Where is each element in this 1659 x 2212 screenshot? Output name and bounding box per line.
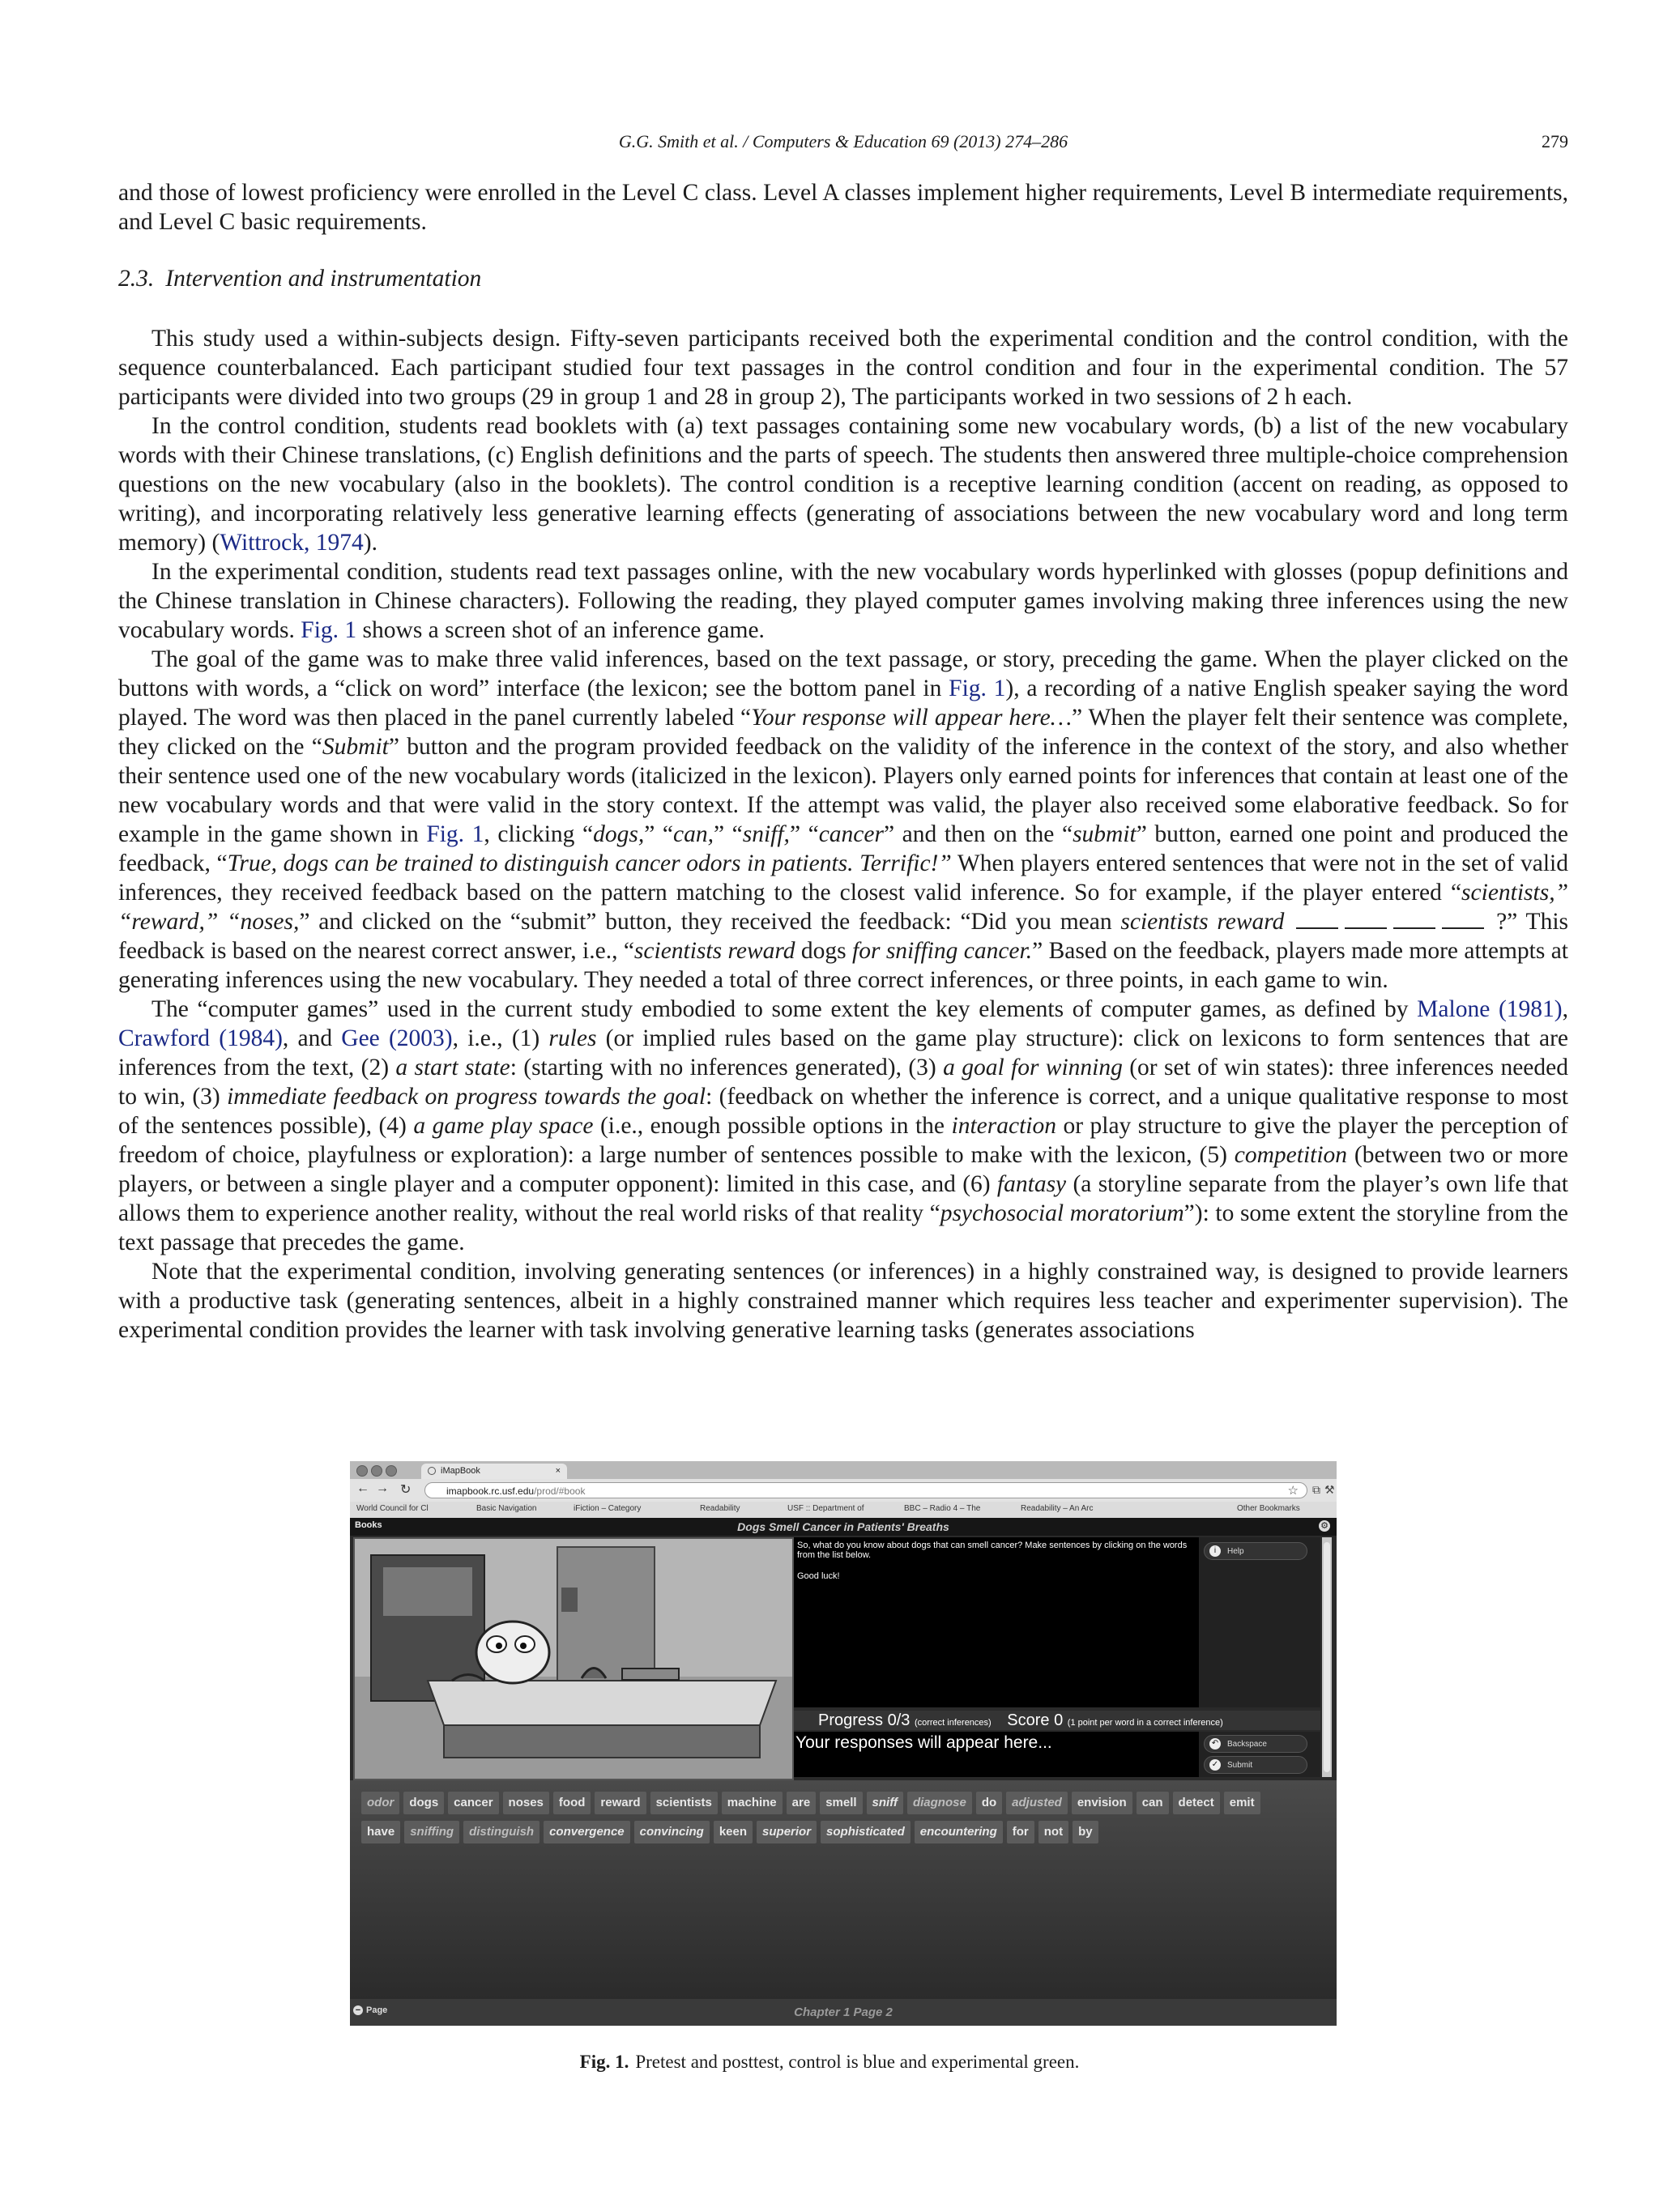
blank-line	[1442, 911, 1484, 929]
lexicon-panel	[350, 1780, 1337, 1999]
word-button[interactable]: sniff	[867, 1792, 903, 1814]
page-button[interactable]: − Page	[353, 2005, 387, 2015]
word-button[interactable]: cancer	[448, 1792, 498, 1814]
citation-link-malone[interactable]: Malone (1981)	[1417, 996, 1563, 1022]
word-button[interactable]: detect	[1173, 1792, 1220, 1814]
running-head	[118, 131, 1568, 156]
response-field[interactable]: Your responses will appear here...	[794, 1732, 1199, 1777]
word-button[interactable]: envision	[1072, 1792, 1132, 1814]
page-number: 279	[1542, 131, 1568, 151]
section-heading	[118, 264, 1568, 293]
figure-label: Fig. 1.	[579, 2052, 629, 2072]
blank-line	[1345, 911, 1387, 929]
forward-icon[interactable]: →	[376, 1481, 389, 1495]
bookmark[interactable]: BBC – Radio 4 – The	[904, 1504, 981, 1513]
side-panel	[1199, 1537, 1320, 1707]
citation-link-wittrock[interactable]: Wittrock, 1974	[220, 530, 364, 556]
submit-button[interactable]: ✓ Submit	[1204, 1756, 1307, 1774]
running-title: G.G. Smith et al. / Computers & Education 69 (2013) 274–286	[618, 131, 1068, 151]
bookmark-folder[interactable]: Other Bookmarks	[1237, 1504, 1300, 1513]
word-button[interactable]: odor	[361, 1792, 399, 1814]
word-button[interactable]: noses	[503, 1792, 549, 1814]
citation-link-crawford[interactable]: Crawford (1984)	[118, 1025, 283, 1051]
back-icon[interactable]: ←	[356, 1481, 369, 1495]
app-header	[350, 1518, 1337, 1536]
scrollbar-thumb[interactable]	[1324, 1542, 1330, 1772]
word-button[interactable]: convergence	[544, 1821, 630, 1843]
word-button[interactable]: sophisticated	[821, 1821, 911, 1843]
word-button[interactable]: scientists	[650, 1792, 718, 1814]
extension-icon[interactable]: ⧉	[1312, 1483, 1320, 1496]
score-label: Score 0	[1007, 1711, 1064, 1729]
app-footer	[350, 1999, 1337, 2026]
word-button[interactable]: food	[553, 1792, 591, 1814]
close-tab-icon[interactable]: ×	[555, 1466, 561, 1476]
progress-score-bar	[794, 1711, 1320, 1730]
browser-toolbar	[350, 1479, 1337, 1502]
figure-link[interactable]: Fig. 1	[301, 617, 357, 643]
bookmark[interactable]: iFiction – Category	[574, 1504, 642, 1513]
paragraph-1: This study used a within-subjects design. Fifty-seven participants received both the experimental condition and the control condition, with the sequence counterbalanced. Each participant studied four text passages in the control condition and four in the experimental condition. The 57 participants were divided into two groups (29 in group 1 and 28 in group 2), The participants worked in two sessions of 2 h each.	[118, 326, 1568, 410]
section-number: 2.3.	[118, 266, 155, 292]
progress-note: (correct inferences)	[914, 1718, 992, 1728]
bookmark[interactable]: USF :: Department of	[787, 1504, 864, 1513]
gear-icon[interactable]: ⚙	[1319, 1520, 1330, 1532]
bookmark[interactable]: Basic Navigation	[476, 1504, 537, 1513]
word-button[interactable]: for	[1007, 1821, 1034, 1843]
paragraph-3: In the experimental condition, students read text passages online, with the new vocabulary words hyperlinked with glosses (popup definitions and the Chinese translation in Chinese characters). Following the reading, they played computer games involving making three inferences using the new vocabulary words. Fig. 1 shows a screen shot of an inference game.	[118, 559, 1568, 643]
word-button[interactable]: by	[1073, 1821, 1098, 1843]
word-button[interactable]: keen	[714, 1821, 753, 1843]
globe-icon	[428, 1467, 436, 1475]
word-row-1	[361, 1792, 1260, 1814]
word-button[interactable]: superior	[757, 1821, 817, 1843]
word-button[interactable]: adjusted	[1006, 1792, 1068, 1814]
reload-icon[interactable]: ↻	[400, 1483, 412, 1497]
prompt-panel	[794, 1537, 1199, 1707]
word-button[interactable]: are	[787, 1792, 817, 1814]
word-button[interactable]: have	[361, 1821, 400, 1843]
word-button[interactable]: diagnose	[907, 1792, 972, 1814]
undo-icon: ↶	[1209, 1738, 1221, 1750]
word-button[interactable]: do	[976, 1792, 1002, 1814]
paragraph-6: Note that the experimental condition, involving generating sentences (or inferences) in a highly constrained way, is designed to provide learners with a productive task (generating sentences, albeit in a highly constrained manner which requires less teacher and experimenter supervision). The experimental condition provides the learner with task involving generative learning tasks (generates associations	[118, 1259, 1568, 1343]
section-title: Intervention and instrumentation	[165, 266, 482, 292]
word-button[interactable]: machine	[722, 1792, 783, 1814]
star-icon[interactable]: ☆	[1287, 1484, 1299, 1498]
word-button[interactable]: sniffing	[404, 1821, 459, 1843]
figure-caption-text: Pretest and posttest, control is blue and experimental green.	[635, 2052, 1080, 2072]
game-scene-image	[353, 1537, 794, 1780]
word-button[interactable]: convincing	[634, 1821, 710, 1843]
word-button[interactable]: not	[1038, 1821, 1068, 1843]
word-row-2	[361, 1821, 1098, 1843]
paragraph-2: In the control condition, students read booklets with (a) text passages containing some new vocabulary words, (b) a list of the new vocabulary words with their Chinese translations, (c) English definitions and the parts of speech. The students then answered three multiple-choice comprehension questions on the new vocabulary (also in the booklets). The control condition is a receptive learning condition (accent on reading, as opposed to writing), and incorporating relatively less generative learning effects (generating of associations between the new vocabulary word and long term memory) (Wittrock, 1974).	[118, 413, 1568, 556]
word-button[interactable]: encountering	[915, 1821, 1003, 1843]
window-zoom-button[interactable]	[386, 1465, 397, 1477]
bookmark[interactable]: Readability	[700, 1504, 740, 1513]
score-note: (1 point per word in a correct inference)	[1067, 1718, 1223, 1728]
figure-link[interactable]: Fig. 1	[949, 676, 1006, 701]
paragraph-5: The “computer games” used in the current study embodied to some extent the key elements of computer games, as defined by Malone (1981), Crawford (1984), and Gee (2003), i.e., (1) rules (or implied rules based on the game play structure): click on lexicons to form sentences that are inferences from the text, (2) a start state: (starting with no inferences generated), (3) a goal for winning (or set of win states): three inferences needed to win, (3) immediate feedback on progress towards the goal: (feedback on whether the inference is correct, and a unique qualitative response to most of the sentences possible), (4) a game play space (i.e., enough possible options in the interaction or play structure to give the player the perception of freedom of choice, playfulness or exploration): a large number of sentences possible to make with the lexicon, (5) competition (between two or more players, or between a single player and a computer opponent): limited in this case, and (6) fantasy (a storyline separate from the player’s own life that allows them to experience another reality, without the real world risks of that reality “psychosocial moratorium”): to some extent the storyline from the text passage that precedes the game.	[118, 996, 1569, 1255]
scrollbar[interactable]	[1322, 1537, 1332, 1777]
word-button[interactable]: dogs	[403, 1792, 444, 1814]
window-minimize-button[interactable]	[371, 1465, 382, 1477]
citation-link-gee[interactable]: Gee (2003)	[341, 1025, 453, 1051]
blank-line	[1393, 911, 1435, 929]
bookmarks-bar	[350, 1502, 1337, 1518]
browser-tab-bar	[350, 1461, 1337, 1479]
info-icon: i	[1209, 1545, 1221, 1557]
figure-caption	[0, 2052, 1659, 2073]
wrench-icon[interactable]: ⚒	[1324, 1483, 1335, 1496]
paragraph-4: The goal of the game was to make three valid inferences, based on the text passage, or story, preceding the game. When the player clicked on the buttons with words, a “click on word” interface (the lexicon; see the bottom panel in Fig. 1), a recording of a native English speaker saying the word played. The word was then placed in the panel currently labeled “Your response will appear here…” When the player felt their sentence was complete, they clicked on the “Submit” button and the program provided feedback on the validity of the inference in the context of the story, and also whether their sentence used one of the new vocabulary words (italicized in the lexicon). Players only earned points for inferences that contain at least one of the new vocabulary words and that were valid in the story context. If the attempt was valid, the player also received some elaborative feedback. So for example in the game shown in Fig. 1, clicking “dogs,” “can,” “sniff,” “cancer” and then on the “submit” button, earned one point and produced the feedback, “True, dogs can be trained to distinguish cancer odors in patients. Terrific!” When players entered sentences that were not in the set of valid inferences, they received feedback based on the pattern matching to the closest valid inference. So for example, if the player entered “scientists,” “reward,” “noses,” and clicked on the “submit” button, they received the feedback: “Did you mean scientists reward ?” This feedback is based on the nearest correct answer, i.e., “scientists reward dogs for sniffing cancer.” Based on the feedback, players made more attempts at generating inferences using the new vocabulary. They needed a total of three correct inferences, or three points, in each game to win.	[118, 646, 1569, 993]
bookmark[interactable]: World Council for Cl	[356, 1504, 429, 1513]
browser-tab[interactable]: iMapBook ×	[421, 1464, 567, 1479]
word-button[interactable]: distinguish	[463, 1821, 539, 1843]
article-body	[118, 178, 1568, 1345]
progress-label: Progress 0/3	[818, 1711, 911, 1729]
word-button[interactable]: smell	[820, 1792, 862, 1814]
game-prompt: So, what do you know about dogs that can smell cancer? Make sentences by clicking on the words from the list below.	[797, 1541, 1188, 1560]
books-button[interactable]: Books	[355, 1520, 382, 1530]
word-button[interactable]: can	[1137, 1792, 1169, 1814]
figure-screenshot	[350, 1461, 1337, 2026]
help-button[interactable]: i Help	[1204, 1542, 1307, 1560]
good-luck-text: Good luck!	[797, 1571, 840, 1581]
window-close-button[interactable]	[356, 1465, 368, 1477]
bookmark[interactable]: Readability – An Arc	[1021, 1504, 1094, 1513]
address-bar[interactable]: imapbook.rc.usf.edu/prod/#book ☆	[424, 1482, 1307, 1498]
backspace-button[interactable]: ↶ Backspace	[1204, 1735, 1307, 1753]
word-button[interactable]: emit	[1224, 1792, 1260, 1814]
word-button[interactable]: reward	[595, 1792, 646, 1814]
minus-icon: −	[353, 2005, 363, 2015]
response-actions	[1199, 1732, 1320, 1777]
story-title: Dogs Smell Cancer in Patients' Breaths	[737, 1520, 949, 1533]
paragraph-0: and those of lowest proficiency were enrolled in the Level C class. Level A classes implement higher requirements, Level B intermediate requirements, and Level C basic requirements.	[118, 180, 1568, 235]
figure-link[interactable]: Fig. 1	[426, 821, 484, 847]
chapter-page-label: Chapter 1 Page 2	[794, 2005, 893, 2019]
lab-scene-illustration	[355, 1539, 792, 1779]
check-icon: ✓	[1209, 1759, 1221, 1771]
blank-line	[1296, 911, 1338, 929]
